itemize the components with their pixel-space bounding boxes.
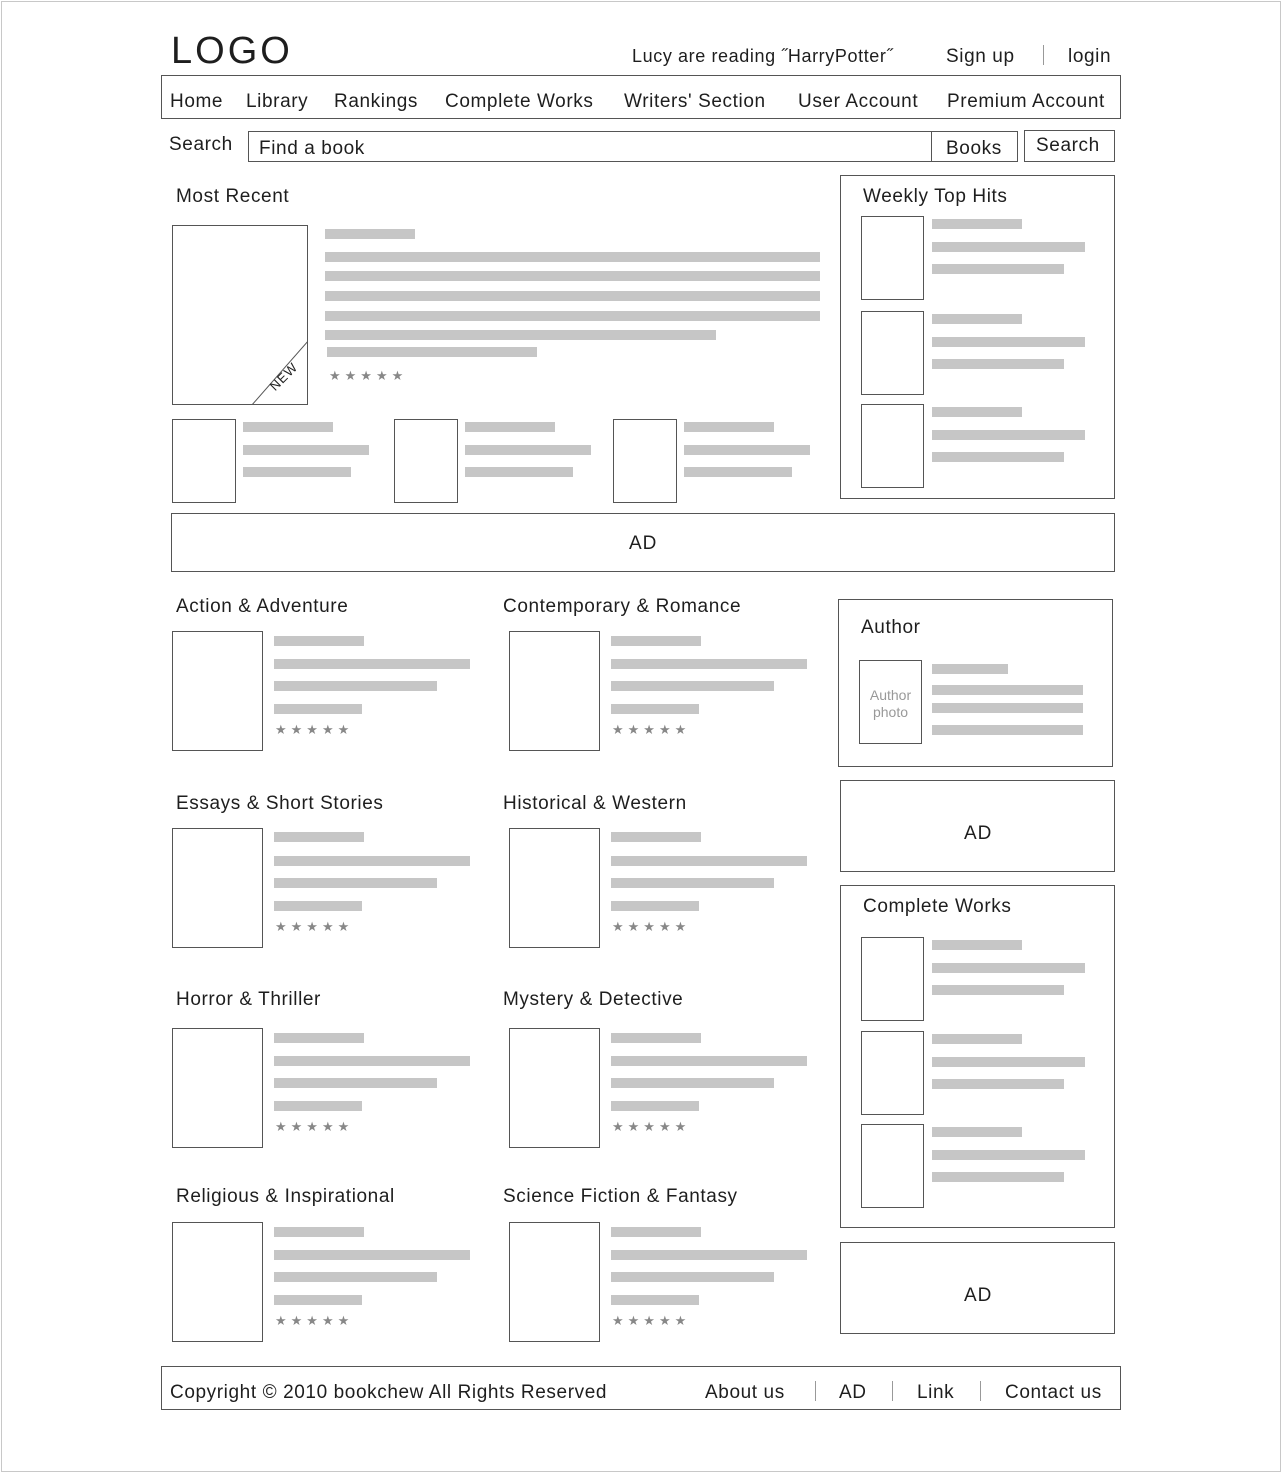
complete-work-cover[interactable] (861, 1031, 924, 1115)
category-book-rating: ★★★★★ (275, 722, 354, 737)
complete-work-text-line (932, 1172, 1064, 1182)
new-badge: NEW (266, 359, 301, 394)
complete-work-title-placeholder (932, 1127, 1022, 1137)
featured-text-line (325, 291, 820, 301)
category-book-rating: ★★★★★ (612, 1313, 691, 1328)
category-book-text-line (611, 1101, 699, 1111)
complete-work-text-line (932, 1150, 1085, 1160)
category-book-cover[interactable] (509, 1222, 600, 1342)
top-hit-book-cover[interactable] (861, 216, 924, 300)
nav-complete-works[interactable]: Complete Works (445, 91, 594, 112)
category-book-text-line (274, 878, 437, 888)
search-label: Search (169, 134, 233, 155)
footer-contact-us-link[interactable]: Contact us (1005, 1382, 1102, 1403)
footer-link-link[interactable]: Link (917, 1382, 955, 1403)
search-scope-select[interactable] (931, 131, 1018, 162)
category-book-text-line (611, 1250, 807, 1260)
top-hit-title-placeholder (932, 219, 1022, 229)
recent-book-text-line (465, 467, 573, 477)
side-ad-1[interactable] (840, 780, 1115, 872)
category-book-title-placeholder (611, 1227, 701, 1237)
category-book-text-line (274, 1078, 437, 1088)
category-book-text-line (611, 901, 699, 911)
banner-ad-label: AD (629, 533, 658, 554)
reading-status: Lucy are reading ˝HarryPotter˝ (632, 46, 894, 66)
category-book-cover[interactable] (509, 828, 600, 948)
complete-work-text-line (932, 1079, 1064, 1089)
footer-about-us-link[interactable]: About us (705, 1382, 785, 1403)
complete-work-text-line (932, 1057, 1085, 1067)
search-input-value: Find a book (259, 138, 365, 159)
category-book-rating: ★★★★★ (612, 722, 691, 737)
category-book-text-line (274, 1056, 470, 1066)
author-photo[interactable] (859, 660, 922, 744)
copyright-text: Copyright © 2010 bookchew All Rights Reserved (170, 1382, 608, 1403)
featured-rating-stars: ★★★★★ (329, 368, 408, 383)
recent-book-cover[interactable] (172, 419, 236, 503)
category-book-rating: ★★★★★ (275, 1313, 354, 1328)
author-text-line (932, 703, 1083, 713)
banner-ad[interactable] (171, 513, 1115, 572)
search-input[interactable] (248, 131, 1018, 162)
category-book-text-line (611, 878, 774, 888)
footer-ad-link[interactable]: AD (839, 1382, 867, 1403)
category-title[interactable]: Contemporary & Romance (503, 596, 742, 617)
featured-text-line (325, 311, 820, 321)
category-book-text-line (611, 704, 699, 714)
header-divider (1043, 45, 1044, 65)
most-recent-title: Most Recent (176, 186, 290, 207)
category-book-title-placeholder (274, 1033, 364, 1043)
category-book-text-line (611, 1295, 699, 1305)
category-book-rating: ★★★★★ (275, 919, 354, 934)
category-book-text-line (611, 1056, 807, 1066)
logo[interactable]: LOGO (171, 30, 293, 72)
category-title[interactable]: Essays & Short Stories (176, 793, 384, 814)
top-hit-text-line (932, 359, 1064, 369)
top-hit-text-line (932, 337, 1085, 347)
featured-text-line (327, 347, 537, 357)
recent-book-text-line (465, 445, 591, 455)
recent-book-text-line (684, 445, 810, 455)
sign-up-link[interactable]: Sign up (946, 46, 1015, 67)
top-hit-text-line (932, 430, 1085, 440)
complete-work-text-line (932, 963, 1085, 973)
category-book-text-line (611, 681, 774, 691)
featured-book-cover[interactable] (172, 225, 308, 405)
category-book-title-placeholder (611, 832, 701, 842)
recent-book-text-line (243, 445, 369, 455)
category-book-title-placeholder (611, 1033, 701, 1043)
author-title: Author (861, 617, 921, 638)
footer-divider (892, 1381, 893, 1401)
category-title[interactable]: Horror & Thriller (176, 989, 321, 1010)
nav-premium-account[interactable]: Premium Account (947, 91, 1105, 112)
author-photo-label-1: Author (869, 687, 912, 703)
category-book-rating: ★★★★★ (612, 1119, 691, 1134)
footer-divider (980, 1381, 981, 1401)
category-book-cover[interactable] (509, 1028, 600, 1148)
featured-text-line (325, 330, 716, 340)
side-ad-2-label: AD (964, 1285, 993, 1306)
recent-book-title-placeholder (684, 422, 774, 432)
nav-rankings[interactable]: Rankings (334, 91, 419, 112)
recent-book-title-placeholder (243, 422, 333, 432)
category-book-text-line (274, 901, 362, 911)
category-book-cover[interactable] (172, 1028, 263, 1148)
category-book-text-line (274, 1250, 470, 1260)
author-name-placeholder (932, 664, 1008, 674)
category-title[interactable]: Religious & Inspirational (176, 1186, 395, 1207)
recent-book-cover[interactable] (613, 419, 677, 503)
category-book-title-placeholder (274, 1227, 364, 1237)
featured-text-line (325, 252, 820, 262)
category-book-cover[interactable] (172, 631, 263, 751)
recent-book-text-line (243, 467, 351, 477)
category-book-text-line (611, 856, 807, 866)
footer-divider (815, 1381, 816, 1401)
author-text-line (932, 725, 1083, 735)
complete-work-title-placeholder (932, 1034, 1022, 1044)
category-book-text-line (611, 1272, 774, 1282)
login-link[interactable]: login (1068, 46, 1112, 67)
complete-work-cover[interactable] (861, 1124, 924, 1208)
featured-text-line (325, 271, 820, 281)
complete-work-title-placeholder (932, 940, 1022, 950)
complete-work-text-line (932, 985, 1064, 995)
category-book-title-placeholder (274, 636, 364, 646)
top-hit-text-line (932, 452, 1064, 462)
category-book-rating: ★★★★★ (612, 919, 691, 934)
category-book-cover[interactable] (172, 828, 263, 948)
nav-home[interactable]: Home (170, 91, 224, 112)
category-book-title-placeholder (274, 832, 364, 842)
category-book-text-line (611, 1078, 774, 1088)
category-book-title-placeholder (611, 636, 701, 646)
category-title[interactable]: Historical & Western (503, 793, 687, 814)
author-photo-label-2: photo (872, 704, 909, 720)
category-title[interactable]: Mystery & Detective (503, 989, 684, 1010)
search-scope-value: Books (946, 138, 1002, 159)
complete-works-title: Complete Works (863, 896, 1012, 917)
top-hit-book-cover[interactable] (861, 404, 924, 488)
nav-user-account[interactable]: User Account (798, 91, 919, 112)
side-ad-2[interactable] (840, 1242, 1115, 1334)
weekly-top-hits-title: Weekly Top Hits (863, 186, 1008, 207)
category-book-text-line (274, 681, 437, 691)
category-title[interactable]: Science Fiction & Fantasy (503, 1186, 738, 1207)
category-title[interactable]: Action & Adventure (176, 596, 349, 617)
category-book-text-line (274, 1295, 362, 1305)
search-button[interactable] (1024, 130, 1115, 162)
category-book-text-line (274, 704, 362, 714)
category-book-text-line (274, 856, 470, 866)
side-ad-1-label: AD (964, 823, 993, 844)
search-button-label: Search (1036, 135, 1100, 156)
category-book-text-line (274, 659, 470, 669)
featured-title-placeholder (325, 229, 415, 239)
recent-book-cover[interactable] (394, 419, 458, 503)
recent-book-text-line (684, 467, 792, 477)
category-book-text-line (611, 659, 807, 669)
category-book-rating: ★★★★★ (275, 1119, 354, 1134)
top-hit-title-placeholder (932, 407, 1022, 417)
author-text-line (932, 685, 1083, 695)
category-book-cover[interactable] (172, 1222, 263, 1342)
recent-book-title-placeholder (465, 422, 555, 432)
complete-work-cover[interactable] (861, 937, 924, 1021)
top-hit-book-cover[interactable] (861, 311, 924, 395)
category-book-text-line (274, 1101, 362, 1111)
top-hit-text-line (932, 264, 1064, 274)
nav-writers-section[interactable]: Writers' Section (624, 91, 766, 112)
category-book-cover[interactable] (509, 631, 600, 751)
top-hit-text-line (932, 242, 1085, 252)
top-hit-title-placeholder (932, 314, 1022, 324)
category-book-text-line (274, 1272, 437, 1282)
nav-library[interactable]: Library (246, 91, 309, 112)
